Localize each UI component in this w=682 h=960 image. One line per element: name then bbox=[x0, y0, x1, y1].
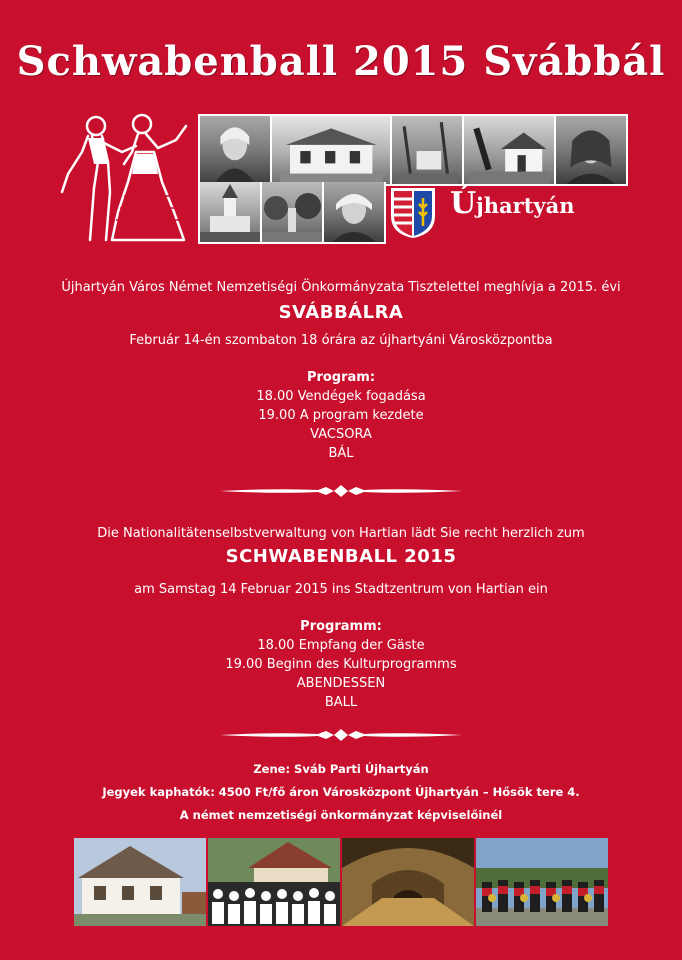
portrait-photo bbox=[200, 116, 270, 184]
hungarian-intro: Újhartyán Város Német Nemzetiségi Önkormányzata Tisztelettel meghívja a 2015. évi bbox=[61, 280, 621, 295]
poster-title: Schwabenball 2015 Svábbál bbox=[16, 38, 666, 85]
german-program-heading: Programm: bbox=[300, 619, 382, 634]
ornamental-divider bbox=[218, 484, 464, 498]
ticket-info: Jegyek kaphatók: 4500 Ft/fő áron Városközpont Újhartyán – Hősök tere 4. bbox=[102, 785, 580, 799]
town-rest: jhartyán bbox=[476, 193, 575, 218]
ornamental-divider bbox=[218, 728, 464, 742]
village-house-photo bbox=[74, 838, 206, 926]
music-info: Zene: Sváb Parti Újhartyán bbox=[253, 762, 429, 776]
historic-photo-row bbox=[198, 182, 386, 244]
church-photo bbox=[200, 182, 260, 242]
program-item: 18.00 Vendégek fogadása bbox=[256, 389, 426, 404]
portrait-photo bbox=[556, 116, 626, 184]
program-item: 19.00 Beginn des Kulturprogramms bbox=[225, 657, 457, 672]
house-photo bbox=[464, 116, 555, 184]
program-item: BÁL bbox=[328, 446, 354, 461]
german-event-title: SCHWABENBALL 2015 bbox=[225, 546, 457, 567]
cellar-tunnel-photo bbox=[342, 838, 474, 926]
brass-band-photo bbox=[476, 838, 608, 926]
program-item: 19.00 A program kezdete bbox=[258, 408, 424, 423]
portrait-photo bbox=[324, 182, 384, 242]
square-photo bbox=[262, 182, 322, 242]
contact-info: A német nemzetiségi önkormányzat képviselőinél bbox=[179, 808, 503, 822]
program-item: ABENDESSEN bbox=[296, 676, 386, 691]
street-photo bbox=[392, 116, 462, 184]
event-photo-strip bbox=[74, 838, 608, 926]
program-item: VACSORA bbox=[310, 427, 372, 442]
town-name-logo bbox=[450, 186, 575, 221]
building-photo bbox=[272, 116, 390, 184]
hungarian-date: Február 14-én szombaton 18 órára az újhartyáni Városközpontba bbox=[129, 333, 553, 348]
dancing-couple-illustration bbox=[58, 112, 198, 244]
hungarian-program-heading: Program: bbox=[306, 370, 376, 385]
program-item: 18.00 Empfang der Gäste bbox=[257, 638, 425, 653]
historic-photo-strip bbox=[198, 114, 628, 186]
german-date: am Samstag 14 Februar 2015 ins Stadtzentrum von Hartian ein bbox=[134, 582, 548, 597]
hungarian-event-title: SVÁBBÁLRA bbox=[278, 302, 404, 323]
german-intro: Die Nationalitätenselbstverwaltung von Hartian lädt Sie recht herzlich zum bbox=[97, 526, 585, 541]
coat-of-arms-icon bbox=[389, 186, 437, 240]
town-initial: Ú bbox=[450, 186, 477, 221]
folk-dancers-photo bbox=[208, 838, 340, 926]
program-item: BALL bbox=[324, 695, 358, 710]
